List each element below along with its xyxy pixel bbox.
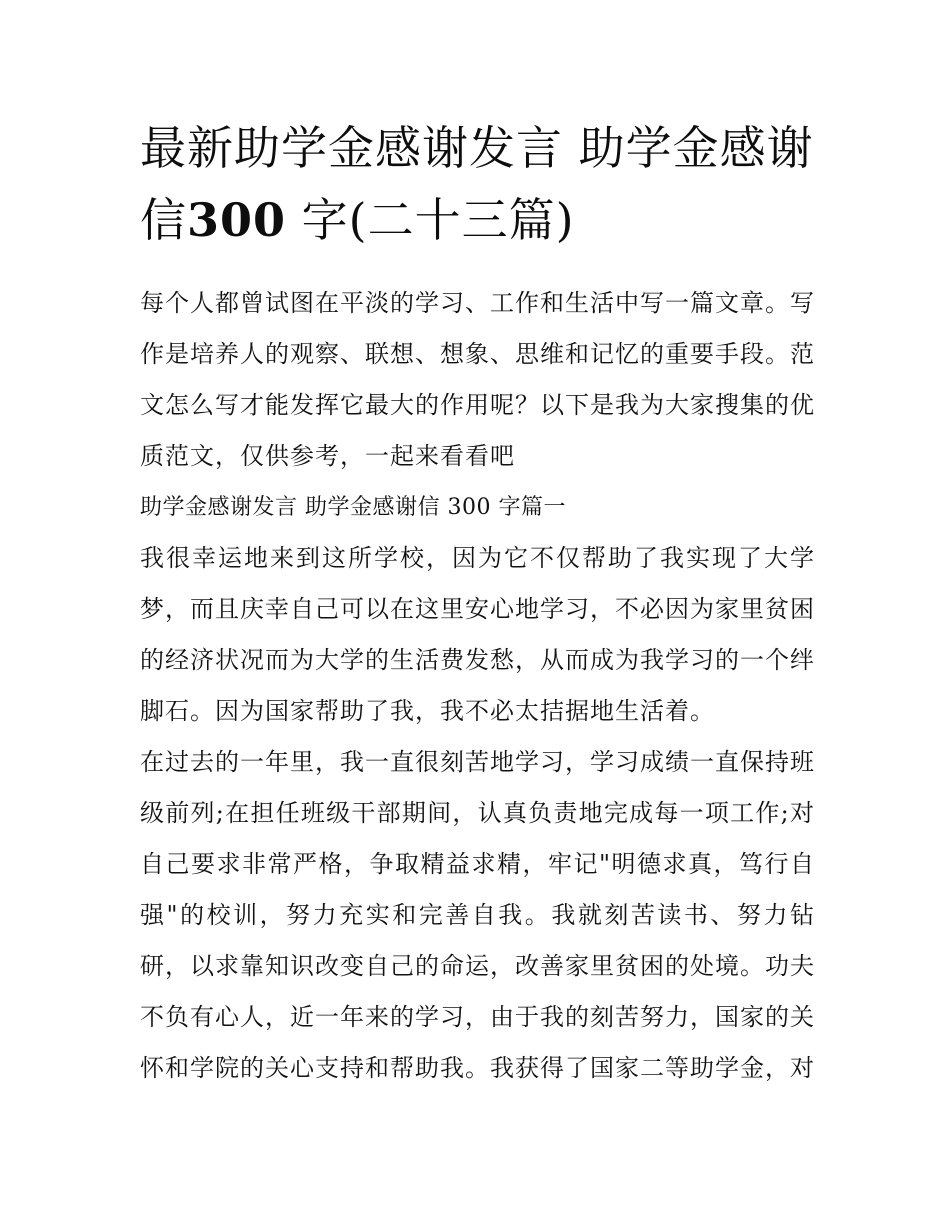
intro-paragraph: 每个人都曾试图在平淡的学习、工作和生活中写一篇文章。写作是培养人的观察、联想、想象、思维和记忆的重要手段。范文怎么写才能发挥它最大的作用呢？以下是我为大家搜集的优质范文，仅供参考，一起来看看吧 xyxy=(140,289,815,470)
title-suffix: 字(二十三篇) xyxy=(286,193,575,247)
document-page xyxy=(140,112,815,1094)
section-heading: 助学金感谢发言 助学金感谢信 300 字篇一 xyxy=(140,495,566,520)
document-title xyxy=(140,112,815,256)
title-text: 最新助学金感谢发言 助学金感谢信 xyxy=(140,121,814,247)
body-paragraph-1: 我很幸运地来到这所学校，因为它不仅帮助了我实现了大学梦，而且庆幸自己可以在这里安心地学习，不必因为家里贫困的经济状况而为大学的生活费发愁，从而成为我学习的一个绊脚石。因为国家帮助了我，我不必太拮据地生活着。 xyxy=(140,544,815,725)
title-number: 300 xyxy=(187,193,287,247)
body-paragraph-2: 在过去的一年里，我一直很刻苦地学习，学习成绩一直保持班级前列;在担任班级干部期间，认真负责地完成每一项工作;对自己要求非常严格，争取精益求精，牢记"明德求真，笃行自强"的校训，努力充实和完善自我。我就刻苦读书、努力钻研，以求靠知识改变自己的命运，改善家里贫困的处境。功夫不负有心人，近一年来的学习，由于我的刻苦努力，国家的关怀和学院的关心支持和帮助我。我获得了国家二等助学金，对 xyxy=(140,748,815,1082)
